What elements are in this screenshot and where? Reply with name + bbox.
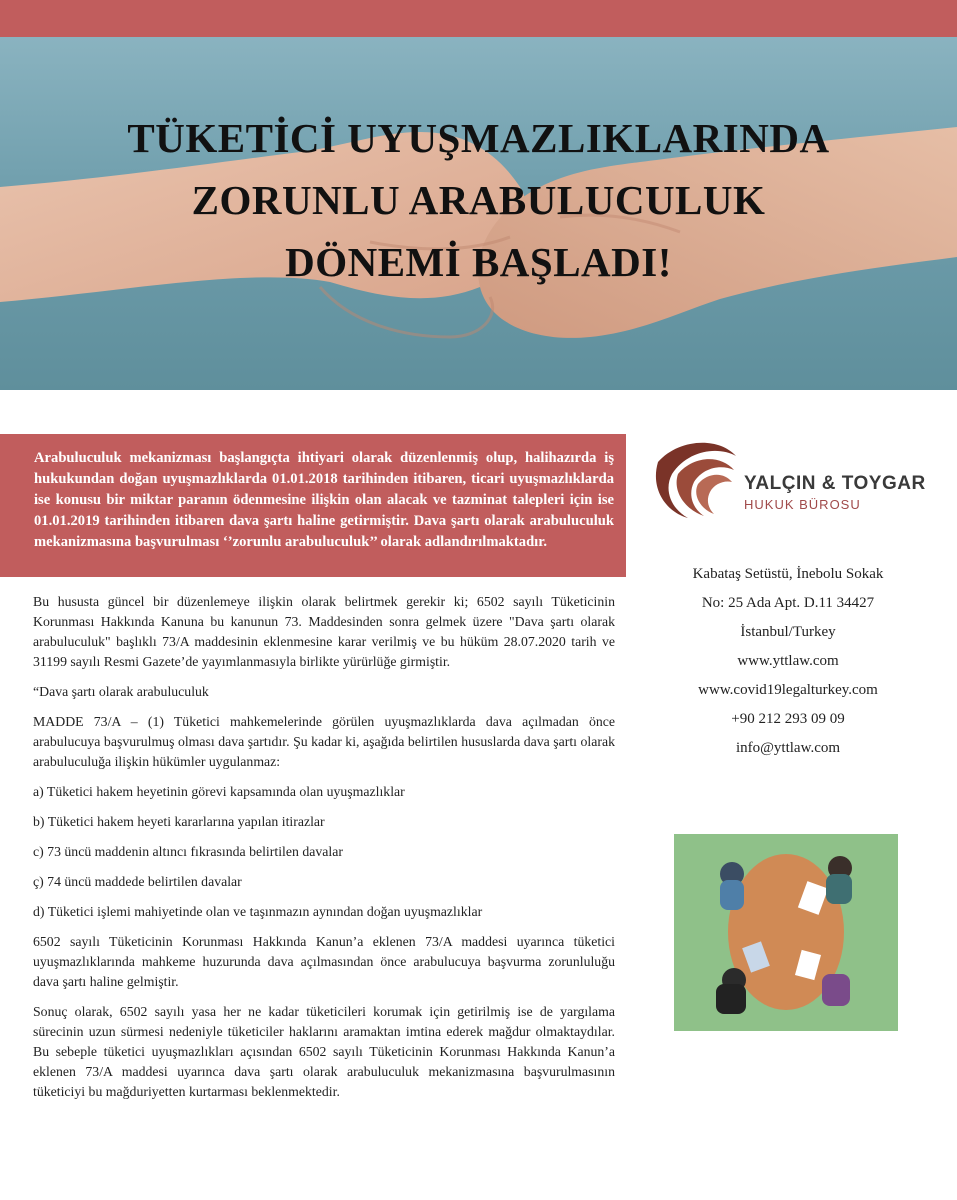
body-paragraph: Sonuç olarak, 6502 sayılı yasa her ne kadar tüketicileri korumak için getirilmiş ise de yargılama sürecinin uzun sürmesi nedeniyle tüketiciler haklarını aramaktan imtina ederek mağdur olmaktaydılar. Bu sebeple tüketici uyuşmazlıkları açısından 6502 sayılı Tüketicinin Korunması Hakkında Kanun’a eklenen 73/A maddesi uyarınca dava şartı olarak arabuluculuk mekanizmasına başvurulmasının tüketiciyi bu mağduriyetten kurtarması beklenmektedir. xyxy=(33,1004,615,1099)
hero-title xyxy=(60,107,897,293)
body-paragraph: MADDE 73/A – (1) Tüketici mahkemelerinde görülen uyuşmazlıklarda dava açılmadan önce arabulucuya başvurulmuş olması dava şartıdır. Şu kadar ki, aşağıda belirtilen hususlarda dava şartı olarak arabuluculuğa ilişkin hükümler uygulanmaz: xyxy=(33,714,615,769)
hero-title-line: DÖNEMİ BAŞLADI! xyxy=(285,239,672,285)
website-link[interactable]: www.covid19legalturkey.com xyxy=(698,682,878,698)
hero-title-line: TÜKETİCİ UYUŞMAZLIKLARINDA xyxy=(127,115,830,161)
address-line: Kabataş Setüstü, İnebolu Sokak xyxy=(692,566,884,582)
phone-number: +90 212 293 09 09 xyxy=(731,711,845,727)
logo-subtitle: HUKUK BÜROSU xyxy=(744,497,861,512)
meeting-table-icon xyxy=(674,834,898,1031)
list-item: c) 73 üncü maddenin altıncı fıkrasında belirtilen davalar xyxy=(33,844,343,859)
address-line: No: 25 Ada Apt. D.11 34427 xyxy=(701,595,875,611)
hero-banner xyxy=(0,37,957,390)
top-accent-bar xyxy=(0,0,957,37)
contact-block xyxy=(648,560,928,763)
article-body xyxy=(33,592,615,1112)
list-item: d) Tüketici işlemi mahiyetinde olan ve taşınmazın aynından doğan uyuşmazlıklar xyxy=(33,904,483,919)
intro-box xyxy=(0,434,626,577)
list-item: ç) 74 üncü maddede belirtilen davalar xyxy=(33,874,242,889)
list-item: a) Tüketici hakem heyetinin görevi kapsamında olan uyuşmazlıklar xyxy=(33,784,405,799)
body-paragraph: 6502 sayılı Tüketicinin Korunması Hakkında Kanun’a eklenen 73/A maddesi uyarınca tüketici uyuşmazlıklarında mahkeme huzurunda dava açılmasından önce arabulucuya başvurma zorunluluğu dava şartı haline gelmiştir. xyxy=(33,934,615,989)
hero-title-line: ZORUNLU ARABULUCULUK xyxy=(191,177,766,223)
list-item: b) Tüketici hakem heyeti kararlarına yapılan itirazlar xyxy=(33,814,325,829)
body-paragraph: Bu hususta güncel bir düzenlemeye ilişkin olarak belirtmek gerekir ki; 6502 sayılı Tüketicinin Korunması Hakkında Kanuna bu kanunun 73. Maddesinden sonra gelmek üzere "Dava şartı olarak arabuluculuk" başlıklı 73/A maddesinin eklenmesine karar verilmiş ve bu hüküm 28.07.2020 tarih ve 31199 sayılı Resmi Gazete’de yayımlanmasıyla birlikte yürürlüğe girmiştir. xyxy=(33,594,615,669)
body-paragraph: “Dava şartı olarak arabuluculuk xyxy=(33,684,209,699)
website-link[interactable]: www.yttlaw.com xyxy=(737,653,839,669)
logo-name: YALÇIN & TOYGAR xyxy=(744,473,926,494)
email-link[interactable]: info@yttlaw.com xyxy=(735,740,841,756)
intro-text: Arabuluculuk mekanizması başlangıçta ihtiyari olarak düzenlenmiş olup, halihazırda iş hukukundan doğan uyuşmazlıklarda 01.01.2018 tarihinden itibaren, ticari uyuşmazlıklarda ise konusu bir miktar paranın ödenmesine ilişkin olan alacak ve tazminat talepleri için ise 01.01.2019 tarihinden itibaren dava şartı haline getirmiştir. Dava şartı olarak arabuluculuk mekanizmasına başvurulması ‘’zorunlu arabuluculuk’’ olarak adlandırılmaktadır. xyxy=(34,450,614,550)
meeting-illustration xyxy=(674,834,898,1031)
city-line: İstanbul/Turkey xyxy=(740,624,836,640)
